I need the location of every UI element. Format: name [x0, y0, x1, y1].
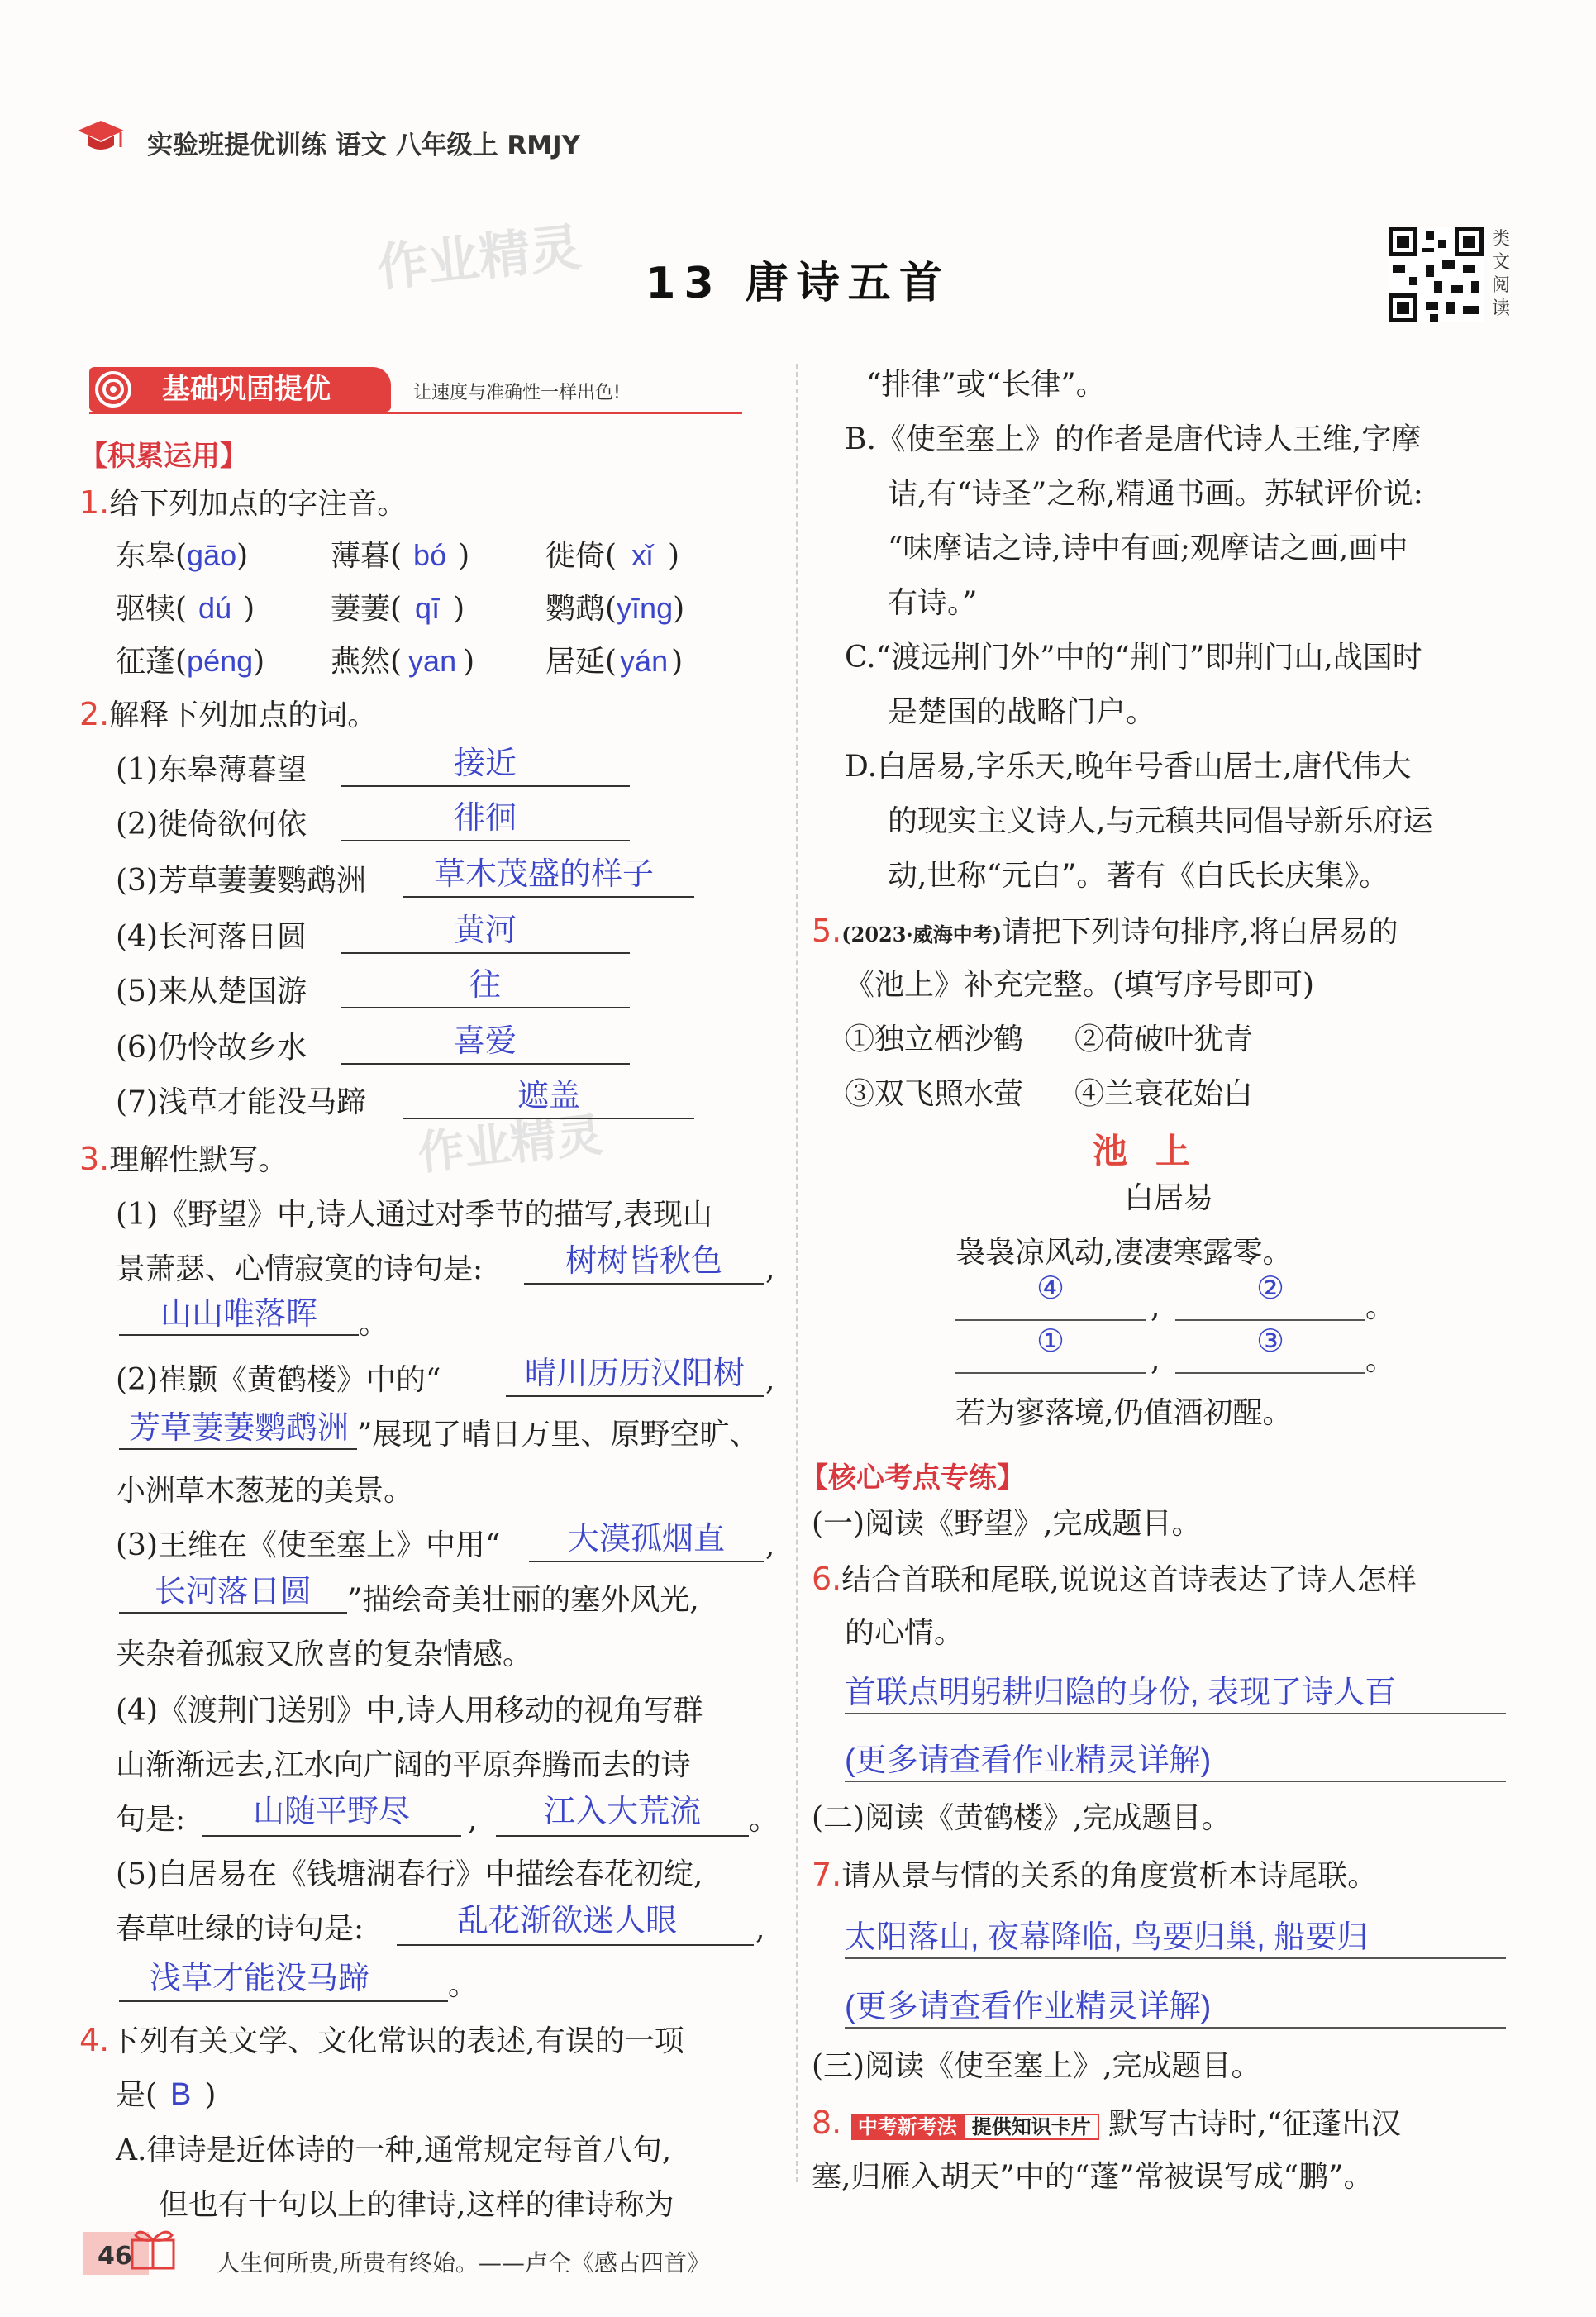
answer-line [529, 1561, 764, 1562]
question-6: 6.结合首联和尾联,说说这首诗表达了诗人怎样 [812, 1561, 1417, 1597]
poem-answer: ④ [1036, 1271, 1065, 1306]
q3-text: (3)王维在《使至塞上》中用“ [116, 1528, 501, 1562]
page-number: 46 [98, 2242, 132, 2271]
q3-text: 春草吐绿的诗句是: [116, 1912, 364, 1946]
vocab-item: (4)长河落日圆 [116, 920, 307, 954]
poem-answer: ① [1036, 1324, 1065, 1359]
recite-answer: 长河落日圆 [154, 1575, 312, 1609]
question-4: 4.下列有关文学、文化常识的表述,有误的一项 [79, 2022, 684, 2058]
option-c: 是楚国的战略门户。 [888, 695, 1156, 729]
option-b: “味摩诘之诗,诗中有画;观摩诘之画,画中 [888, 532, 1408, 565]
answer-line [341, 840, 630, 841]
recite-answer: 芳草萋萋鹦鹉洲 [128, 1411, 349, 1446]
banner-underline [89, 412, 742, 414]
option-a: A.律诗是近体诗的一种,通常规定每首八句, [116, 2133, 672, 2167]
answer-line [1175, 1319, 1365, 1321]
vocab-answer: 徘徊 [453, 801, 517, 836]
pinyin-item: 萋萋( qī ) [331, 591, 465, 626]
q6-text: 的心情。 [845, 1616, 965, 1650]
knowledge-card-badge: 提供知识卡片 [964, 2114, 1099, 2140]
qr-code-icon[interactable] [1389, 227, 1484, 322]
vocab-item: (3)芳草萋萋鹦鹉洲 [116, 864, 366, 898]
poem-answer: ② [1255, 1271, 1285, 1306]
banner-subtitle: 让速度与准确性一样出色! [413, 383, 621, 403]
section-heading: 【积累运用】 [79, 440, 248, 473]
answer-line [202, 1835, 461, 1837]
vocab-answer: 遮盖 [517, 1079, 580, 1113]
q3-text: ”展现了晴日万里、原野空旷、 [357, 1418, 760, 1452]
q3-text: (4)《渡荆门送别》中,诗人用移动的视角写群 [116, 1694, 703, 1728]
answer-line [397, 1944, 754, 1946]
q3-text: 小洲草木葱茏的美景。 [116, 1474, 414, 1508]
recite-answer: 树树皆秋色 [565, 1244, 722, 1279]
q5-text: 《池上》补充完整。(填写序号即可) [845, 968, 1315, 1002]
new-method-badge: 中考新考法 [851, 2114, 964, 2140]
option-a: “排律”或“长律”。 [866, 368, 1106, 402]
q3-text: 句是: [116, 1803, 186, 1837]
answer-line [955, 1372, 1146, 1374]
qr-caption: 类文阅读 [1492, 229, 1511, 319]
recite-answer: 乱花渐欲迷人眼 [456, 1904, 677, 1938]
answer-line [845, 1781, 1506, 1782]
option-d: 的现实主义诗人,与元稹共同倡导新乐府运 [888, 804, 1433, 838]
footer-quote: 人生何所贵,所贵有终始。——卢仝《感古四首》 [217, 2249, 710, 2276]
vocab-item: (7)浅草才能没马蹄 [116, 1085, 366, 1119]
reading-heading: (三)阅读《使至塞上》,完成题目。 [812, 2049, 1261, 2083]
recite-answer: 大漠孤烟直 [567, 1522, 725, 1557]
pinyin-item: 驱犊( dú ) [116, 591, 255, 626]
answer-line [496, 1835, 749, 1837]
poem-title: 池上 [1093, 1131, 1219, 1171]
option-c: C.“渡远荆门外”中的“荆门”即荆门山,战国时 [845, 641, 1422, 675]
q3-text: ”描绘奇美壮丽的塞外风光, [347, 1583, 699, 1617]
pinyin-item: 薄暮( bó ) [331, 538, 470, 573]
q8-text: 塞,归雁入胡天”中的“蓬”常被误写成“鹏”。 [812, 2160, 1374, 2194]
vocab-item: (1)东皋薄暮望 [116, 753, 307, 787]
question-5: 5.(2023·威海中考)请把下列诗句排序,将白居易的 [812, 913, 1398, 949]
column-divider [796, 364, 798, 2182]
answer-line [1175, 1372, 1365, 1374]
answer-line [341, 785, 630, 787]
graduation-cap-icon [76, 117, 126, 157]
page-title: 13 唐诗五首 [646, 259, 950, 308]
recite-answer: 浅草才能没马蹄 [149, 1962, 369, 1996]
question-3: 3.理解性默写。 [79, 1141, 288, 1177]
answer-line [845, 1713, 1506, 1714]
q5-option: ②荷破叶犹青 [1074, 1023, 1254, 1056]
pinyin-item: 燕然( yan ) [331, 644, 475, 679]
option-d: 动,世称“元白”。著有《白氏长庆集》。 [888, 859, 1389, 893]
vocab-answer: 草木茂盛的样子 [433, 857, 654, 892]
answer-line [341, 1063, 630, 1065]
q7-answer: 太阳落山, 夜幕降临, 鸟要归巢, 船要归 [845, 1920, 1369, 1955]
answer-line [403, 1118, 694, 1119]
question-7: 7.请从景与情的关系的角度赏析本诗尾联。 [812, 1857, 1378, 1893]
vocab-item: (5)来从楚国游 [116, 975, 307, 1008]
section-banner: 基础巩固提优 [89, 367, 391, 412]
poem-author: 白居易 [1124, 1181, 1214, 1215]
vocab-item: (2)徙倚欲何依 [116, 808, 307, 841]
vocab-item: (6)仍怜故乡水 [116, 1031, 307, 1065]
q6-answer: 首联点明躬耕归隐的身份, 表现了诗人百 [845, 1676, 1397, 1710]
reading-heading: (二)阅读《黄鹤楼》,完成题目。 [812, 1801, 1232, 1835]
answer-line [119, 2000, 448, 2002]
watermark: 作业精灵 [374, 217, 584, 298]
option-a: 但也有十句以上的律诗,这样的律诗称为 [159, 2188, 674, 2222]
answer-line [506, 1395, 764, 1397]
recite-answer: 山随平野尽 [252, 1795, 410, 1829]
section-heading: 【核心考点专练】 [800, 1461, 1025, 1495]
answer-line [119, 1612, 347, 1614]
answer-line [341, 952, 630, 954]
vocab-answer: 喜爱 [453, 1024, 517, 1059]
q3-text: (5)白居易在《钱塘湖春行》中描绘春花初绽, [116, 1857, 703, 1891]
vocab-answer: 黄河 [453, 913, 517, 948]
pinyin-item: 居延( yán ) [545, 644, 684, 679]
q3-text: (2)崔颢《黄鹤楼》中的“ [116, 1363, 441, 1397]
q3-text: 景萧瑟、心情寂寞的诗句是: [116, 1252, 484, 1286]
question-2: 2.解释下列加点的词。 [79, 696, 378, 732]
answer-line [403, 896, 694, 898]
pinyin-item: 徙倚( xǐ ) [545, 538, 680, 573]
recite-answer: 晴川历历汉阳树 [524, 1356, 745, 1391]
q5-option: ③双飞照水萤 [845, 1077, 1024, 1111]
answer-line [119, 1448, 357, 1450]
q5-option: ④兰衰花始白 [1074, 1077, 1254, 1111]
option-b: 诘,有“诗圣”之称,精通书画。苏轼评价说: [888, 477, 1423, 511]
question-1: 1.给下列加点的字注音。 [79, 484, 407, 521]
reading-heading: (一)阅读《野望》,完成题目。 [812, 1507, 1202, 1541]
option-d: D.白居易,字乐天,晚年号香山居士,唐代伟大 [845, 750, 1412, 784]
recite-answer: 江入大荒流 [543, 1795, 701, 1829]
vocab-answer: 接近 [453, 746, 517, 781]
q3-text: (1)《野望》中,诗人通过对季节的描写,表现山 [116, 1198, 712, 1232]
question-8: 8. 中考新考法 提供知识卡片 默写古诗时,“征蓬出汉 [812, 2105, 1402, 2141]
recite-answer: 山山唯落晖 [160, 1297, 317, 1332]
watermark: 作业精灵 [415, 1108, 606, 1181]
vocab-answer: 往 [469, 968, 501, 1003]
answer-line [845, 1957, 1506, 1959]
option-b: 有诗。” [888, 586, 978, 620]
pinyin-item: 征蓬(péng) [116, 644, 265, 679]
poem-line: 袅袅凉风动,凄凄寒露零。 [955, 1236, 1293, 1270]
q4-answer-line: 是( B ) [116, 2077, 217, 2112]
more-detail-link[interactable]: (更多请查看作业精灵详解) [845, 1743, 1212, 1778]
answer-line [955, 1319, 1146, 1321]
option-b: B.《使至塞上》的作者是唐代诗人王维,字摩 [845, 422, 1422, 456]
answer-line [524, 1283, 764, 1285]
gift-icon [124, 2224, 190, 2273]
answer-line [341, 1007, 630, 1008]
pinyin-item: 东皋(gāo) [116, 538, 249, 573]
target-icon [94, 370, 132, 408]
poem-line: 若为寥落境,仍值酒初醒。 [955, 1396, 1293, 1430]
more-detail-link[interactable]: (更多请查看作业精灵详解) [845, 1990, 1212, 2024]
pinyin-item: 鹦鹉(yīng) [545, 591, 685, 626]
q3-text: 山渐渐远去,江水向广阔的平原奔腾而去的诗 [116, 1748, 691, 1782]
q3-text: 夹杂着孤寂又欣喜的复杂情感。 [116, 1638, 533, 1671]
answer-line [119, 1334, 359, 1336]
q5-option: ①独立栖沙鹤 [845, 1023, 1024, 1056]
poem-answer: ③ [1255, 1324, 1285, 1359]
answer-line [845, 2027, 1506, 2029]
book-header: 实验班提优训练 语文 八年级上 RMJY [147, 131, 581, 160]
